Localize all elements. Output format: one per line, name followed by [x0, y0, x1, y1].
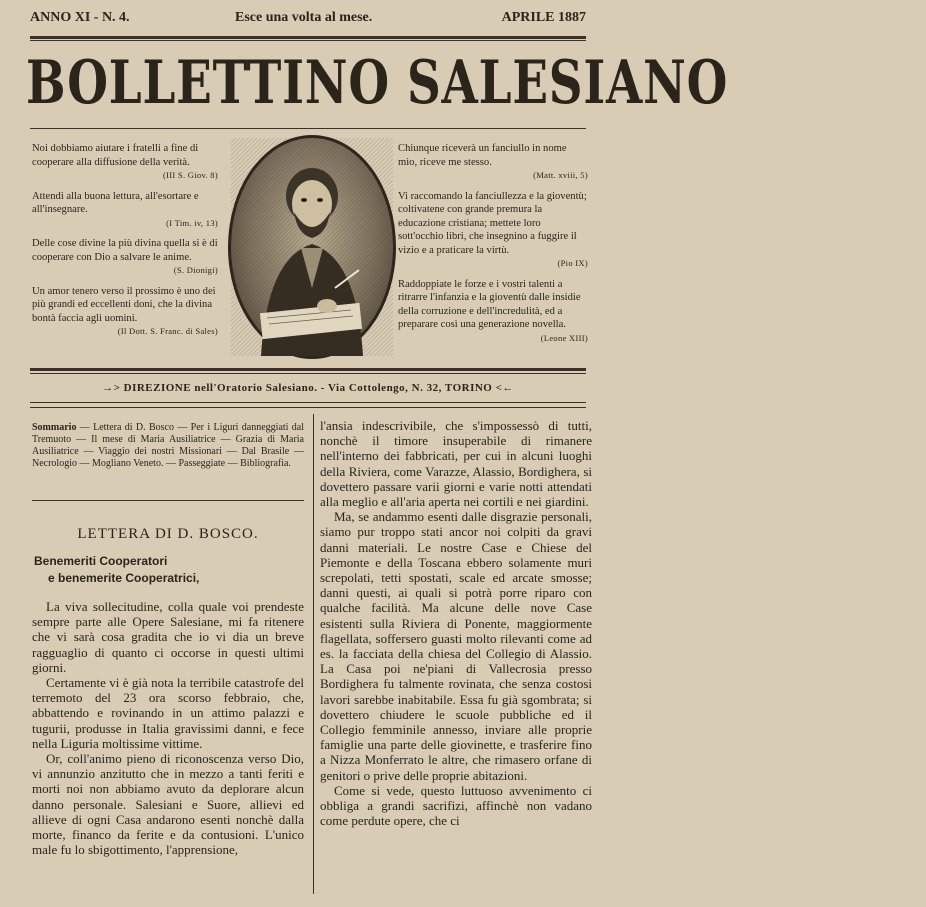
masthead-rule	[30, 128, 586, 129]
header-rule	[30, 36, 586, 39]
quote-text: Chiunque riceverà un fanciullo in nome mio, riceve me stesso.	[398, 143, 567, 168]
quotes-right	[398, 142, 588, 352]
masthead	[26, 44, 729, 122]
quote	[398, 142, 588, 183]
frequency-note: Esce una volta al mese.	[235, 10, 373, 25]
quote-source: (Pio IX)	[557, 258, 588, 268]
quote-source: (Matt. xviii, 5)	[533, 170, 588, 180]
issue-date: APRILE 1887	[501, 10, 586, 25]
quote-text: Un amor tenero verso il prossimo è uno dei più grandi ed eccellenti doni, che la divina bontà faccia agli uomini.	[32, 285, 216, 324]
salutation-line-1: Benemeriti Cooperatori	[34, 554, 168, 568]
quotes-left	[32, 142, 218, 346]
sommario	[32, 422, 304, 470]
sommario-text: — Lettera di D. Bosco — Per i Liguri danneggiati dal Tremuoto — Il mese di Maria Ausiliatrice — Grazia di Maria Ausiliatrice — Viaggio dei nostri Missionari — Dal Brasile — Necrologio — Mogliano Veneto. — Passeggiate — Bibliografia.	[32, 422, 305, 469]
top-line	[30, 10, 586, 30]
quote	[32, 142, 218, 183]
sommario-label: Sommario	[32, 422, 77, 433]
quote-text: Noi dobbiamo aiutare i fratelli a fine di cooperare alla diffusione della verità.	[32, 143, 199, 168]
portrait-oval	[228, 135, 396, 359]
column-paragraph: Come si vede, questo luttuoso avvenimento ci obbliga a grandi sacrifizi, affinchè non vadano come perdute opere, che ci	[320, 782, 592, 829]
quote-text: Raddoppiate le forze e i vostri talenti a ritrarre l'infanzia e la gioventù dalle insidie della corruzione e dell'incredulità, ed a preparare così una generazione novella.	[398, 278, 581, 330]
header-rule-thin	[30, 40, 586, 41]
arrow-right-icon: →>	[102, 382, 121, 394]
quote-source: (Il Dott. S. Franc. di Sales)	[117, 326, 218, 336]
direzione-line	[30, 382, 586, 394]
quote-source: (III S. Giov. 8)	[162, 170, 218, 180]
quote	[398, 278, 588, 346]
quote-source: (I Tim. iv, 13)	[166, 217, 218, 228]
letter-salutation	[32, 553, 304, 587]
quote-text: Vi raccomando la fanciullezza e la gioventù; coltivatene con grande premura la educazione cristiana; mettete loro sott'occhio libri, che insegnino a fuggire il vizio e a praticare la virtù.	[398, 190, 587, 256]
quote-source: (S. Dionigi)	[173, 265, 218, 275]
direzione-rule-bottom	[30, 402, 586, 403]
portrait-engraving	[231, 138, 393, 356]
salutation-line-2: e benemerite Cooperatrici,	[48, 571, 200, 585]
column-paragraph: l'ansia indescrivibile, che s'impossessò di tutti, nonchè il timore insuperabile di rimanere nell'interno dei fabbricati, per cui in alcuni luoghi della Riviera, come Varazze, Alassio, Bordighera, si dovettero passare varii giorni e varie notti attendati alla meglio e all'aria aperta nei cortili e nei giardini.	[320, 418, 592, 510]
masthead-title: BOLLETTINO SALESIANO	[26, 48, 729, 118]
quote	[32, 285, 218, 339]
direzione-rule-bottom-2	[30, 407, 586, 408]
letter-paragraph: Or, coll'animo pieno di riconoscenza verso Dio, vi annunzio anzitutto che in mezzo a tanti feriti e morti noi non abbiamo avuto da deplorare alcun danno personale. Salesiani e Suore, allievi ed allieve di ogni Casa andarono esenti nonchè dalla morte, financo da ferite e da contusioni. L'unico male fu lo sbigottimento, l'apprensione,	[32, 751, 304, 858]
quote	[398, 190, 588, 271]
issue-number: ANNO XI - N. 4.	[30, 10, 130, 25]
direzione-rule-top-thin	[30, 373, 586, 374]
column-divider	[313, 414, 314, 894]
quote-text: Delle cose divine la più divina quella si è di cooperare con Dio a salvare le anime.	[32, 238, 218, 263]
letter-column	[32, 520, 304, 857]
letter-paragraph: Certamente vi è già nota la terribile catastrofe del terremoto del 23 ora scorso febbraio, che, abbattendo e rovinando in un attimo palazzi e tugurii, produsse in Italia gravissimi danni, e fece nella Liguria moltissime vittime.	[32, 675, 304, 751]
quote	[32, 190, 218, 231]
right-column	[320, 418, 592, 828]
direzione-text: DIREZIONE nell'Oratorio Salesiano. - Via Cottolengo, N. 32, TORINO	[123, 382, 493, 394]
sommario-rule	[32, 500, 304, 501]
arrow-left-icon: <←	[495, 382, 514, 394]
quote-source: (Leone XIII)	[540, 332, 588, 343]
letter-paragraph: La viva sollecitudine, colla quale voi prendeste sempre parte alle Opere Salesiane, mi fa ritenere che vi sarà cosa gradita che io vi dia un breve ragguaglio di quanto ci occorse in questi ultimi giorni.	[32, 599, 304, 675]
quote-text: Attendi alla buona lettura, all'esortare e all'insegnare.	[32, 190, 199, 215]
letter-title: LETTERA DI D. BOSCO.	[77, 526, 259, 542]
direzione-rule-top	[30, 368, 586, 371]
quote	[32, 237, 218, 278]
column-paragraph: Ma, se andammo esenti dalle disgrazie personali, siamo pur troppo stati ancor noi colpiti da gravi danni materiali. Le nostre Case e Chiese del Piemonte e della Toscana ebbero solamente muri screpolati, tetti spostati, scale ed arcate smosse; danni questi, ai quali si potrà porre riparo con qualche facilità. Ma alcune delle nove Case esistenti sulla Riviera di Ponente, maggiormente flagellata, soffersero guasti molto rilevanti come ad es. la facciata della chiesa del Collegio di Alassio. La Casa poi ne'piani di Vallecrosia presso Bordighera fu talmente rovinata, che senza costosi lavori sarebbe inabitabile. Essa fu già sgombrata; si dovettero chiudere le scuole pubbliche ed il Collegio femminile annesso, inviare alle proprie famiglie una parte delle giovinette, e trasferire fino a Nizza Monferrato le altre, che rimasero orfane di genitori o prive delle proprie abitazioni.	[320, 509, 592, 783]
